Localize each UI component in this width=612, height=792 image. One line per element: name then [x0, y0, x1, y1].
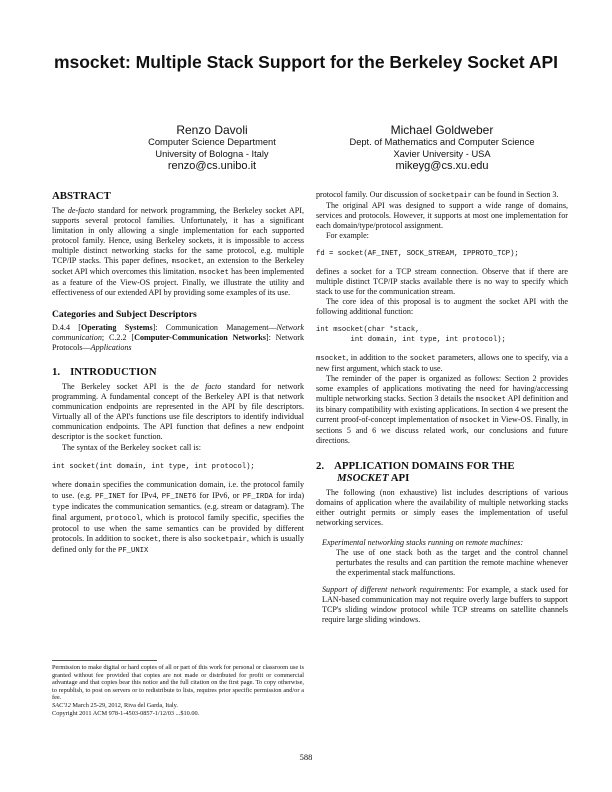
code-socket-example: fd = socket(AF_INET, SOCK_STREAM, IPPROTO_TCP); [316, 250, 519, 258]
abstract-heading: ABSTRACT [52, 190, 111, 202]
author-name: Michael Goldweber [390, 123, 494, 137]
footnote-divider [52, 660, 157, 661]
right-paragraph-5: The core idea of this proposal is to augment the socket API with the following additional function: [316, 297, 568, 316]
list-item: Support of different network requirements: For example, a stack used for LAN-based communication may not require overly large buffers to support TCP's sliding window protocol while TCP streams on satellite channels require large sliding windows. [322, 585, 568, 624]
paper-title: msocket: Multiple Stack Support for the Berkeley Socket API [53, 52, 559, 72]
page-number: 588 [299, 752, 313, 762]
author-department: Computer Science Department [148, 137, 276, 147]
code-msocket-signature: int msocket(char *stack, int domain, int type, int protocol); [316, 326, 506, 344]
author-university: Xavier University - USA [393, 148, 491, 159]
author-block-1 [97, 123, 327, 173]
left-column [52, 190, 304, 556]
section-2-paragraph: The following (non exhaustive) list includes descriptions of various domains of application where the availability of multiple networking stacks either outright permits or simply eases the implementation of useful networking services. [316, 488, 568, 527]
intro-paragraph-1: The Berkeley socket API is the de facto standard for network programming. A fundamental concept of the Berkeley API is that network communication endpoints are represented in the API by file descriptors. Virtually all of the API's functions use file descriptors to identify individual communication endpoints. The API function that defines a new endpoint descriptor is the socket function. [52, 382, 304, 442]
abstract-text: The de-facto standard for network programming, the Berkeley socket API, supports several protocol families. Unfortunately, it has a significant limitation in only allowing a single implementation for each supported protocol family. Hence, using Berkeley sockets, it is impossible to access multiple distinct networking stacks for the same protocol, e.g. multiple TCP/IP stacks. This paper defines, msocket, an extension to the Berkeley socket API which overcomes this limitation. msocket has been implemented as a feature of the View-OS project. Finally, we illustrate the utility and effectiveness of our extended API by providing some examples of its use. [52, 206, 304, 297]
intro-paragraph-3: where domain specifies the communication domain, i.e. the protocol family to use. (e.g. PF_INET for IPv4, PF_INET6 for IPv6, or PF_IRDA for irda) type indicates the communication semantics. (e.g. stream or datagram). The final argument, protocol, which is protocol family specific, specifies the protocol to use when the same semantics can be provided by different protocols. In addition to socket, there is also socketpair, which is usually defined only for the PF_UNIX [52, 480, 305, 555]
author-block-2 [317, 123, 567, 173]
copyright-footnote: Permission to make digital or hard copies of all or part of this work for personal or classroom use is granted without fee provided that copies are not made or distributed for profit or commercial advantage and that copies bear this notice and the full citation on the first page. To copy otherwise, to republish, to post on servers or to redistribute to lists, requires prior specific permission and/or a fee. SAC'12 March 25-29, 2012, Riva del Garda, Italy. Copyright 2011 ACM 978-1-4503-0857-1/12/03 ...$10.00. [52, 664, 304, 717]
author-email: renzo@cs.unibo.it [167, 160, 257, 172]
right-paragraph-3: For example: [326, 231, 369, 240]
right-paragraph-4: defines a socket for a TCP stream connection. Observe that if there are multiple distinct TCP/IP stacks available there is no way to specify which stack to use for the communication stream. [316, 267, 568, 296]
author-department: Dept. of Mathematics and Computer Science [349, 137, 535, 147]
intro-paragraph-2: The syntax of the Berkeley socket call is: [62, 443, 201, 453]
code-socket-signature: int socket(int domain, int type, int protocol); [52, 463, 255, 471]
application-list [316, 538, 568, 625]
section-2-heading: 2. APPLICATION DOMAINS FOR THE MSOCKET API [316, 460, 515, 484]
section-1-heading: 1. INTRODUCTION [52, 366, 157, 378]
author-university: University of Bologna - Italy [155, 148, 269, 159]
right-paragraph-6: msocket, in addition to the socket parameters, allows one to specify, via a new first argument, which stack to use. [316, 353, 568, 373]
right-paragraph-2: The original API was designed to support a wide range of domains, services and protocols. However, it supports at most one implementation for each domain/type/protocol assignment. [316, 201, 568, 230]
author-email: mikeyg@cs.xu.edu [395, 160, 489, 172]
right-paragraph-1: protocol family. Our discussion of socketpair can be found in Section 3. [316, 190, 559, 200]
list-item: Experimental networking stacks running on remote machines: The use of one stack both as the target and the control channel perturbates the results and can partition the remote machine whenever the experimental stack malfunctions. [322, 538, 568, 577]
right-paragraph-7: The reminder of the paper is organized as follows: Section 2 provides some examples of applications motivating the need for having/accessing multiple networking stacks. Section 3 details the msocket API definition and its binary compatibility with existing applications. In section 4 we present the current proof-of-concept implementation of msocket in View-OS. Finally, in sections 5 and 6 we discuss related work, our conclusions and future directions. [316, 374, 568, 445]
categories-text: D.4.4 [Operating Systems]: Communication Management—Network communication; C.2.2 [Computer-Communication Networks]: Network Protocols—Applications [52, 323, 305, 352]
author-name: Renzo Davoli [176, 123, 248, 137]
right-column [316, 190, 568, 632]
categories-heading: Categories and Subject Descriptors [52, 309, 197, 320]
